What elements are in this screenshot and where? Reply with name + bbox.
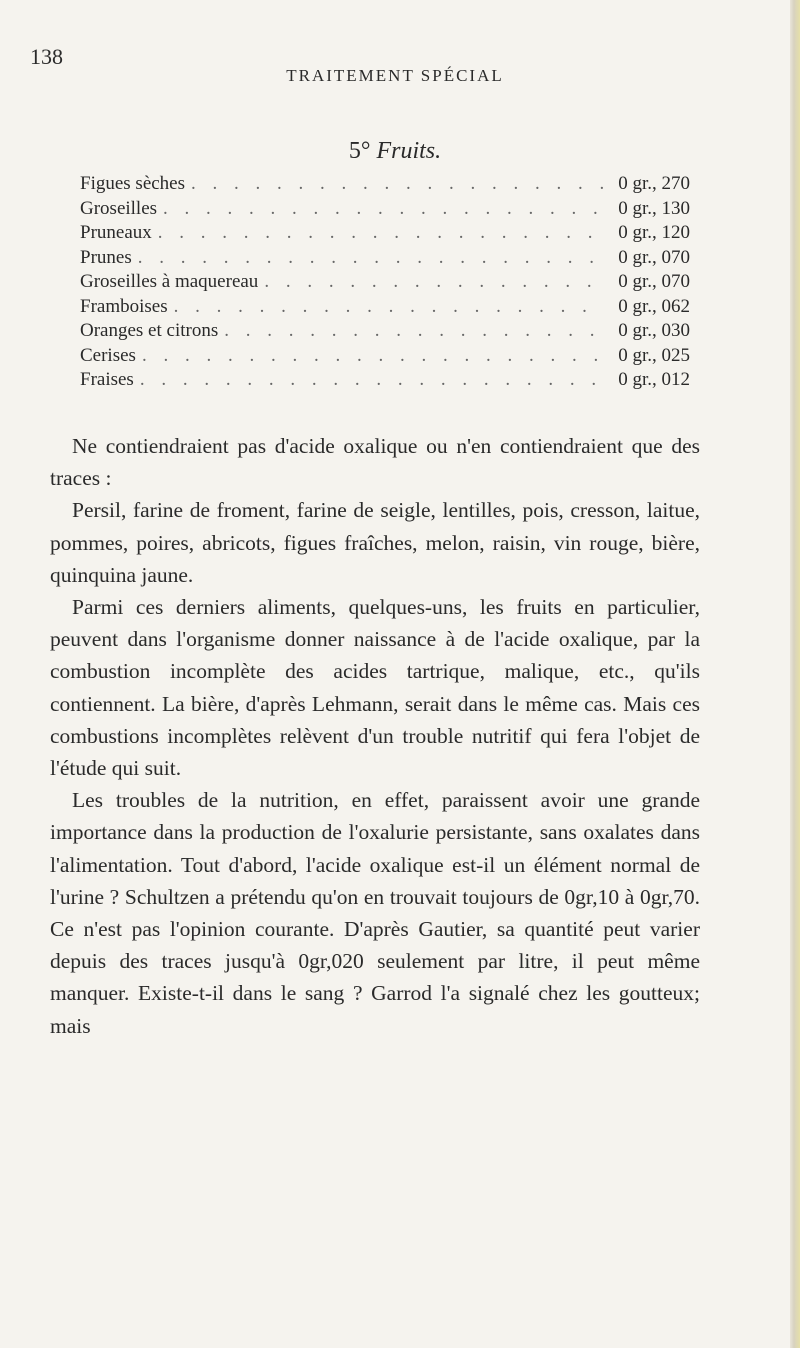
paragraph: Les troubles de la nutrition, en effet, paraissent avoir une grande importance dans la production de l'oxalurie persistante, sans oxalates dans l'alimentation. Tout d'abord, l'acide oxalique est-il un élément normal de l'urine ? Schultzen a prétendu qu'on en trouvait toujours de 0gr,10 à 0gr,70. Ce n'est pas l'opinion courante. D'après Gautier, sa quantité peut varier depuis des traces jusqu'à 0gr,020 seulement par litre, il peut même manquer. Existe-t-il dans le sang ? Garrod l'a signalé chez les goutteux; mais [50,788,700,1038]
table-row [80,295,690,320]
dot-leader [158,221,604,246]
dot-leader [142,344,604,369]
fruit-name: Groseilles [80,197,158,219]
table-row [80,221,690,246]
paragraph: Ne contiendraient pas d'acide oxalique ou n'en contiendraient que des traces : [50,434,700,491]
table-row [80,197,690,222]
fruit-name: Fraises [80,369,134,390]
dot-leader [140,368,604,393]
table-row [80,172,690,197]
fruit-name: Groseilles à maquereau [80,271,259,292]
table-row [80,344,690,369]
paragraph: Parmi ces derniers aliments, quelques-uns, les fruits en particulier, peuvent dans l'organisme donner naissance à de l'acide oxalique, par la combustion incomplète des acides tartrique, malique, etc., qu'ils contiennent. La bière, d'après Lehmann, serait dans le même cas. Mais ces combustions incomplètes relèvent d'un trouble nutritif qui fera l'objet de l'étude qui suit. [50,595,700,781]
dot-leader [224,319,604,344]
dot-leader [191,172,604,197]
table-row [80,246,690,271]
table-row [80,319,690,344]
fruit-quantity: 0 gr., 270 [618,173,690,194]
page-number: 138 [30,44,63,69]
fruit-quantity: 0 gr., 130 [618,197,690,219]
paragraph: Persil, farine de froment, farine de seigle, lentilles, pois, cresson, laitue, pommes, poires, abricots, figues fraîches, melon, raisin, vin rouge, bière, quinquina jaune. [50,498,700,587]
fruit-name: Pruneaux [80,222,152,243]
fruit-quantity: 0 gr., 030 [618,320,690,341]
fruit-name: Cerises [80,344,136,366]
fruit-name: Figues sèches [80,173,186,194]
fruit-oxalate-table [80,172,690,393]
running-head: TRAITEMENT SPÉCIAL [286,66,504,85]
fruit-name: Prunes [80,246,132,268]
body-text [50,430,700,1042]
section-title [0,138,790,165]
fruit-quantity: 0 gr., 120 [618,222,690,243]
section-number: 5° [348,138,371,164]
fruit-name: Framboises [80,295,168,317]
fruit-quantity: 0 gr., 062 [618,295,690,317]
dot-leader [174,295,604,320]
fruit-quantity: 0 gr., 025 [618,344,690,366]
fruit-name: Oranges et citrons [80,320,219,341]
fruit-quantity: 0 gr., 070 [618,271,690,292]
page-edge [790,0,800,1348]
section-name: Fruits. [376,138,442,164]
table-row [80,270,690,295]
fruit-quantity: 0 gr., 012 [618,369,690,390]
table-row [80,368,690,393]
fruit-quantity: 0 gr., 070 [618,246,690,268]
dot-leader [264,270,604,295]
dot-leader [138,246,604,271]
dot-leader [163,197,604,222]
